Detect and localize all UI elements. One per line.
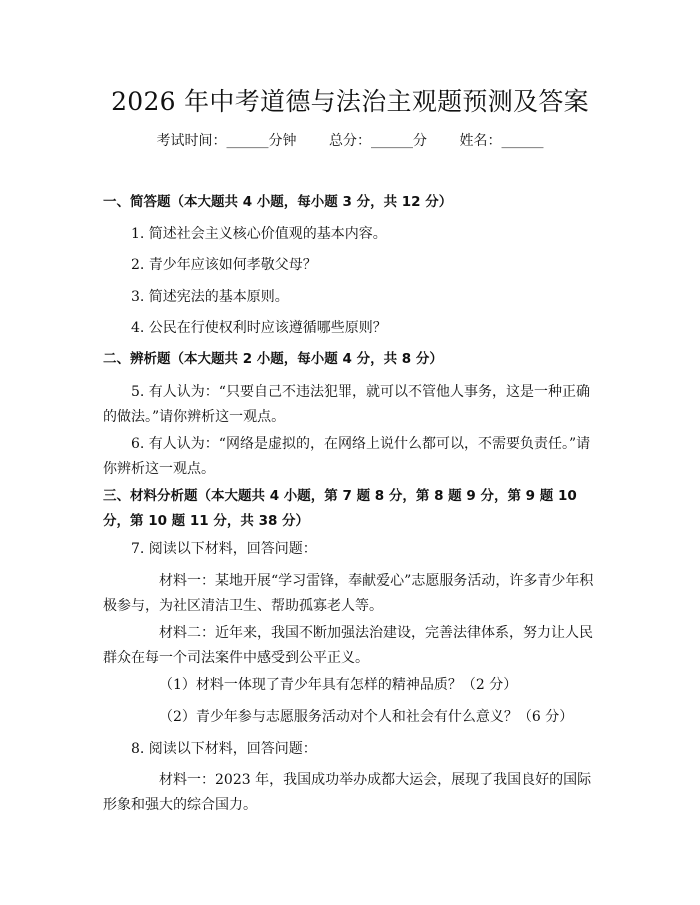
question-8-material-1: 材料一：2023 年，我国成功举办成都大运会，展现了我国良好的国际形象和强大的综合国力。 [103, 772, 592, 813]
section-heading-analysis: 二、辨析题（本大题共 2 小题，每小题 4 分，共 8 分） [103, 351, 443, 367]
question-7-subquestion-2: （2）青少年参与志愿服务活动对个人和社会有什么意义？（6 分） [159, 709, 574, 725]
question-2: 2. 青少年应该如何孝敬父母？ [131, 257, 317, 273]
total-score-field: 总分：______分 [329, 133, 427, 149]
question-7-material-1: 材料一：某地开展“学习雷锋，奉献爱心”志愿服务活动，许多青少年积极参与，为社区清洁卫生、帮助孤寡老人等。 [103, 573, 594, 614]
section-heading-short-answer: 一、简答题（本大题共 4 小题，每小题 3 分，共 12 分） [103, 194, 453, 210]
question-3: 3. 简述宪法的基本原则。 [131, 289, 289, 305]
question-5: 5. 有人认为：“只要自己不违法犯罪，就可以不管他人事务，这是一种正确的做法。”请你辨析这一观点。 [103, 384, 590, 425]
question-4: 4. 公民在行使权利时应该遵循哪些原则？ [131, 320, 387, 336]
question-7-subquestion-1: （1）材料一体现了青少年具有怎样的精神品质？（2 分） [159, 677, 518, 693]
question-7-material-2: 材料二：近年来，我国不断加强法治建设，完善法律体系，努力让人民群众在每一个司法案件中感受到公平正义。 [103, 625, 593, 666]
page-title: 2026 年中考道德与法治主观题预测及答案 [111, 87, 589, 116]
exam-time-field: 考试时间：______分钟 [156, 133, 297, 149]
question-6: 6. 有人认为：“网络是虚拟的，在网络上说什么都可以，不需要负责任。”请你辨析这一观点。 [103, 436, 591, 477]
question-7-stem: 7. 阅读以下材料，回答问题： [131, 541, 317, 557]
section-heading-material-analysis: 三、材料分析题（本大题共 4 小题，第 7 题 8 分，第 8 题 9 分，第 9 题 10 分，第 10 题 11 分，共 38 分） [103, 488, 577, 529]
student-name-field: 姓名：______ [459, 133, 544, 149]
question-1: 1. 简述社会主义核心价值观的基本内容。 [131, 226, 387, 242]
question-8-stem: 8. 阅读以下材料，回答问题： [131, 741, 317, 757]
exam-info-line [0, 131, 700, 151]
